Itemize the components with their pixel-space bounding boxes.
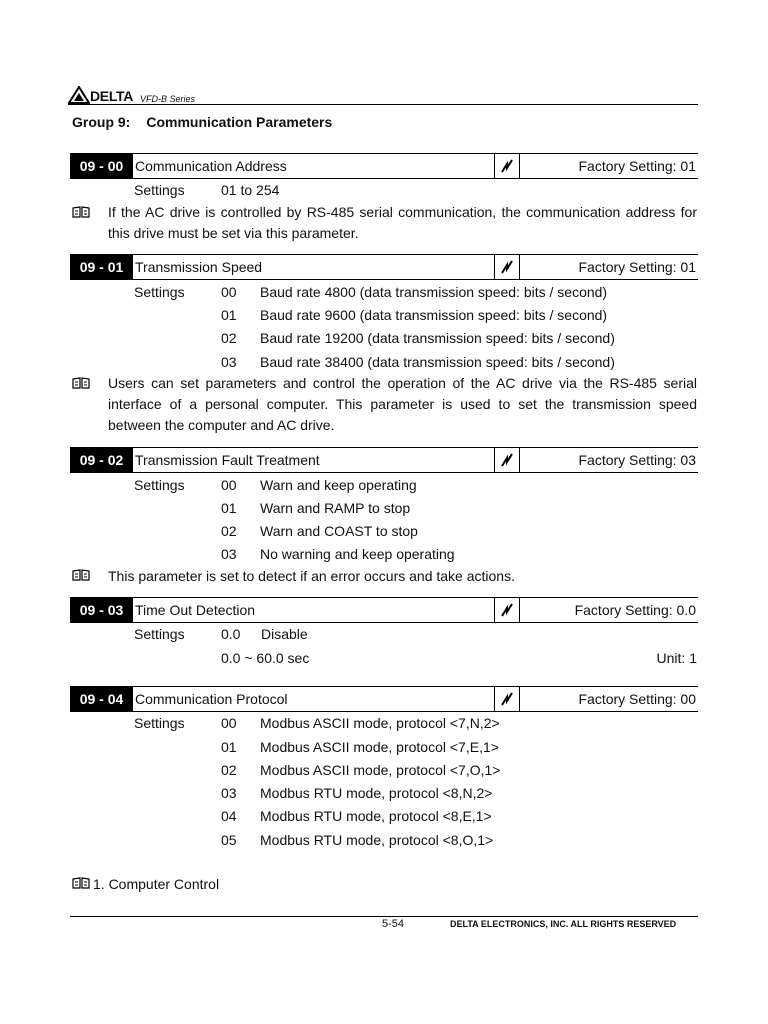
setting-desc: Modbus RTU mode, protocol <8,N,2> [260, 785, 493, 801]
setting-desc: Modbus RTU mode, protocol <8,O,1> [260, 832, 494, 848]
note-text: This parameter is set to detect if an error occurs and take actions. [108, 568, 515, 584]
param-number: 09 - 04 [70, 687, 133, 711]
setting-desc: Disable [261, 626, 308, 642]
param-number: 09 - 03 [70, 598, 133, 622]
run-change-icon [496, 602, 518, 618]
param-name: Time Out Detection [135, 602, 256, 618]
note-text: If the AC drive is controlled by RS-485 serial communication, the communication address for this drive must be set via this parameter. [108, 204, 697, 241]
setting-code: 0.0 [221, 626, 241, 642]
note-text: Users can set parameters and control the operation of the AC drive via the RS-485 serial interface of a personal computer. This parameter is used to set the transmission speed between the computer and AC drive. [108, 375, 697, 433]
unit-label: Unit: 1 [656, 650, 697, 666]
logo-text: DELTA [90, 88, 134, 104]
param-name: Transmission Speed [135, 259, 263, 275]
setting-code: 01 [221, 307, 237, 323]
param-number: 09 - 01 [70, 255, 133, 279]
setting-code: 02 [221, 762, 237, 778]
setting-code: 00 [221, 477, 237, 493]
settings-label: Settings [134, 626, 185, 642]
param-name: Transmission Fault Treatment [135, 452, 320, 468]
setting-code: 03 [221, 546, 237, 562]
copyright-text: DELTA ELECTRONICS, INC. ALL RIGHTS RESERVED [450, 919, 677, 929]
run-change-icon [496, 452, 518, 468]
page-number: 5-54 [382, 918, 405, 930]
setting-desc: Baud rate 9600 (data transmission speed: bits / second) [260, 307, 608, 323]
settings-label: Settings [134, 284, 185, 300]
setting-code: 01 [221, 739, 237, 755]
factory-setting: Factory Setting: 01 [578, 158, 696, 174]
param-name: Communication Protocol [135, 691, 288, 707]
setting-code: 03 [221, 785, 237, 801]
param-header-09-04 [70, 686, 698, 712]
setting-code: 00 [221, 284, 237, 300]
setting-code: 05 [221, 832, 237, 848]
setting-desc: Baud rate 4800 (data transmission speed: bits / second) [260, 284, 608, 300]
factory-setting: Factory Setting: 03 [578, 452, 696, 468]
setting-code: 01 [221, 500, 237, 516]
delta-triangle-icon [68, 86, 90, 104]
settings-label: Settings [134, 715, 185, 731]
factory-setting: Factory Setting: 00 [578, 691, 696, 707]
param-header-09-01 [70, 254, 698, 280]
param-number: 09 - 00 [70, 154, 133, 178]
setting-code: 03 [221, 354, 237, 370]
param-header-09-02 [70, 447, 698, 473]
run-change-icon [496, 158, 518, 174]
note-text: 1. Computer Control [93, 876, 220, 892]
factory-setting: Factory Setting: 0.0 [574, 602, 696, 618]
setting-code: 02 [221, 330, 237, 346]
factory-setting: Factory Setting: 01 [578, 259, 696, 275]
setting-desc: Baud rate 19200 (data transmission speed: bits / second) [260, 330, 615, 346]
setting-desc: Warn and RAMP to stop [260, 500, 411, 516]
param-header-09-03 [70, 597, 698, 623]
book-note-icon [72, 569, 90, 581]
book-note-icon [72, 206, 90, 218]
setting-desc: Modbus ASCII mode, protocol <7,N,2> [260, 715, 500, 731]
book-note-icon [72, 377, 90, 389]
setting-desc: Warn and COAST to stop [260, 523, 418, 539]
setting-desc: Modbus ASCII mode, protocol <7,E,1> [260, 739, 499, 755]
setting-desc: Baud rate 38400 (data transmission speed: bits / second) [260, 354, 615, 370]
setting-code: 04 [221, 808, 237, 824]
run-change-icon [496, 259, 518, 275]
settings-label: Settings [134, 477, 185, 493]
settings-label: Settings [134, 182, 185, 198]
group-name: Communication Parameters [146, 114, 333, 130]
param-number: 09 - 02 [70, 448, 133, 472]
setting-desc: Modbus RTU mode, protocol <8,E,1> [260, 808, 492, 824]
group-label: Group 9: [72, 114, 131, 130]
setting-desc: Warn and keep operating [260, 477, 417, 493]
series-label: VFD-B Series [140, 94, 196, 104]
setting-desc: Modbus ASCII mode, protocol <7,O,1> [260, 762, 501, 778]
footer-rule [70, 916, 698, 917]
delta-logo [68, 84, 133, 104]
header-rule [68, 104, 698, 105]
param-header-09-00 [70, 153, 698, 179]
run-change-icon [496, 691, 518, 707]
group-title [72, 114, 332, 130]
setting-code: 02 [221, 523, 237, 539]
setting-value: 01 to 254 [221, 182, 280, 198]
book-note-icon [72, 877, 90, 889]
param-name: Communication Address [135, 158, 287, 174]
setting-desc: No warning and keep operating [260, 546, 455, 562]
setting-code: 00 [221, 715, 237, 731]
setting-range: 0.0 ~ 60.0 sec [221, 650, 310, 666]
